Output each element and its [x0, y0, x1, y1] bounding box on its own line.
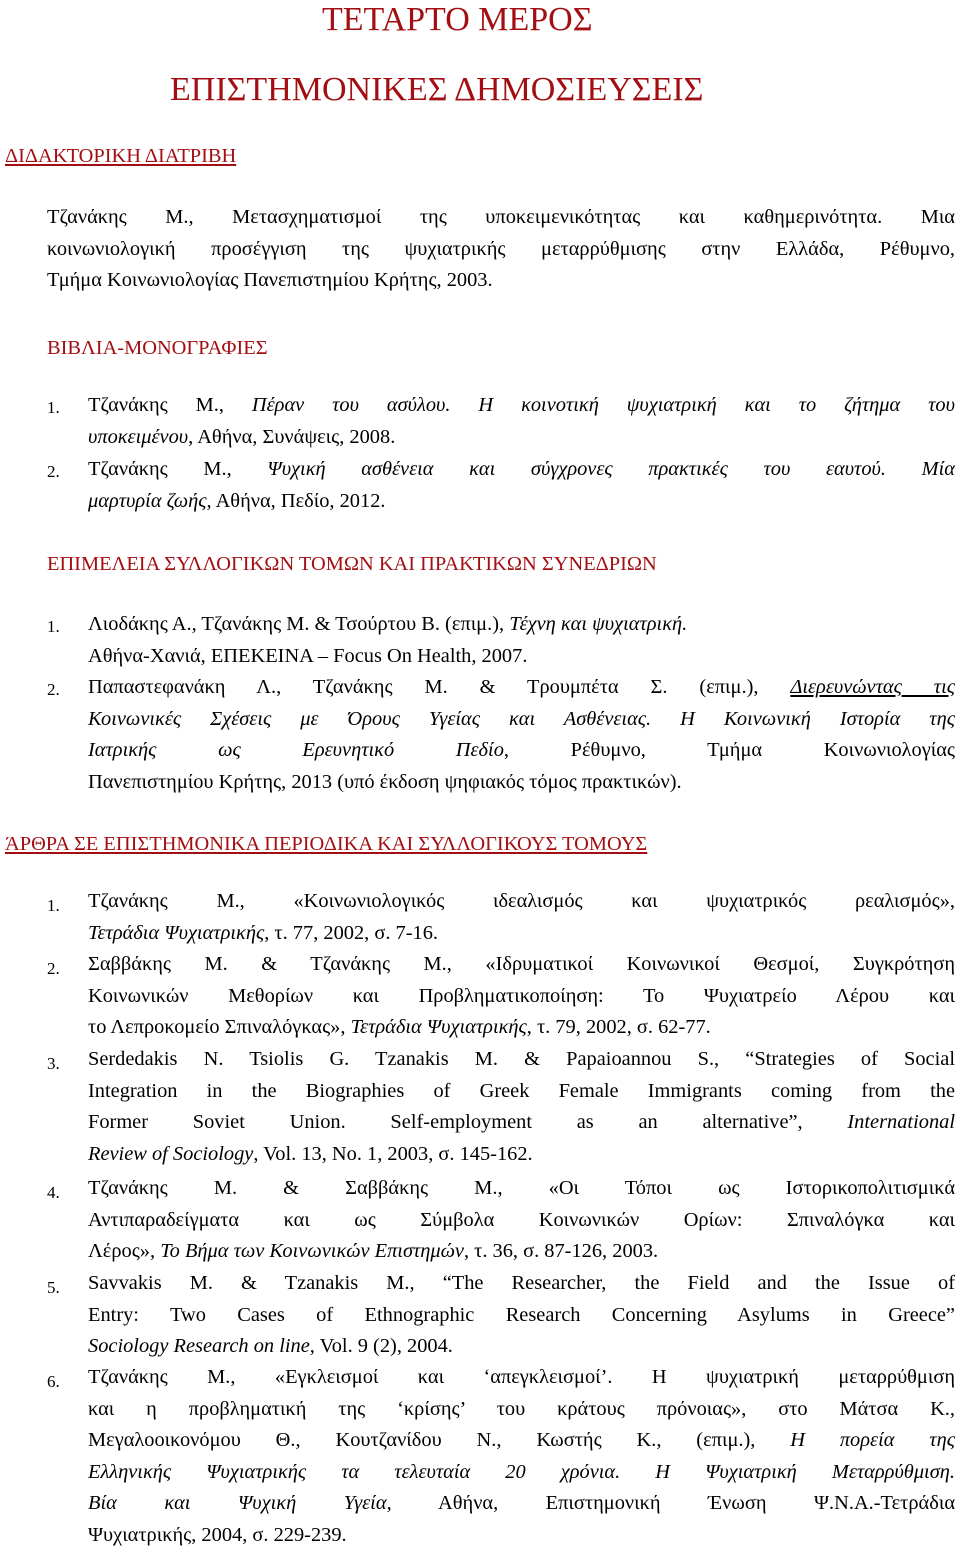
edition-title-cont: Ιατρικής ως Ερευνητικό Πεδίο [88, 739, 504, 761]
book-entry [88, 390, 955, 453]
article-number: 3. [47, 1048, 60, 1080]
article-journal: Sociology Research on line [88, 1335, 310, 1357]
article-journal: Το Βήμα των Κοινωνικών Επιστημών [160, 1240, 464, 1262]
book-author: Τζανάκης Μ., [88, 394, 252, 416]
article-publisher: , Αθήνα, Επιστημονική Ένωση Ψ.Ν.Α.-Τετράδια [387, 1492, 955, 1514]
article-journal: Τετράδια Ψυχιατρικής [351, 1016, 527, 1038]
articles-heading: ΆΡΘΡΑ ΣΕ ΕΠΙΣΤΗΜΟΝΙΚΑ ΠΕΡΙΟΔΙΚΑ ΚΑΙ ΣΥΛΛΟΓΙΚΟΥΣ ΤΟΜΟΥΣ [5, 830, 647, 858]
books-heading: ΒΙΒΛΙΑ-ΜΟΝΟΓΡΑΦΙΕΣ [47, 334, 268, 362]
article-authors-title: Σαββάκης Μ. & Τζανάκης Μ., «Ιδρυματικοί Κοινωνικοί Θεσμοί, Συγκρότηση [88, 953, 955, 975]
article-number: 1. [47, 890, 60, 922]
edition-editors: Παπαστεφανάκη Λ., Τζανάκης Μ. & Τρουμπέτα Σ. (επιμ.), [88, 676, 790, 698]
article-volume: , τ. 79, 2002, σ. 62-77. [527, 1016, 711, 1038]
doctoral-line-1: Τζανάκης Μ., Μετασχηματισμοί της υποκειμενικότητας και καθημερινότητα. Μια [47, 202, 955, 234]
book-entry [88, 454, 955, 517]
article-volume-title-cont: Ελληνικής Ψυχιατρικής τα τελευταία 20 χρόνια. Η Ψυχιατρική Μεταρρύθμιση. [88, 1461, 955, 1483]
book-publisher: , Αθήνα, Συνάψεις, 2008. [188, 426, 395, 448]
doctoral-line-2: κοινωνιολογική προσέγγιση της ψυχιατρικής μεταρρύθμισης στην Ελλάδα, Ρέθυμνο, [47, 234, 955, 266]
article-title-cont: Former Soviet Union. Self-employment as an alternative”, [88, 1111, 847, 1133]
article-editors: Μεγαλοοικονόμου Θ., Κουτζανίδου Ν., Κωστής Κ., (επιμ.), [88, 1429, 790, 1451]
article-number: 6. [47, 1366, 60, 1398]
book-author: Τζανάκης Μ., [88, 458, 267, 480]
edition-title-cont: Κοινωνικές Σχέσεις με Όρους Υγείας και Ασθένειας. Η Κοινωνική Ιστορία της [88, 708, 955, 730]
edition-publisher: Αθήνα-Χανιά, ΕΠΕΚΕΙΝΑ – Focus On Health, 2007. [88, 641, 955, 673]
doctoral-entry [47, 202, 955, 297]
edition-publisher-cont: Πανεπιστημίου Κρήτης, 2013 (υπό έκδοση ψηφιακός τόμος πρακτικών). [88, 767, 955, 799]
book-title-cont: υποκειμένου [88, 426, 188, 448]
article-volume-title-cont: Βία και Ψυχική Υγεία [88, 1492, 387, 1514]
article-title-cont: και η προβληματική της ‘κρίσης’ του κράτους πρόνοιας», στο Μάτσα Κ., [88, 1398, 955, 1420]
book-title: Ψυχική ασθένεια και σύγχρονες πρακτικές του εαυτού. Μία [267, 458, 955, 480]
article-number: 4. [47, 1177, 60, 1209]
article-entry [88, 949, 955, 1044]
article-volume: , τ. 36, σ. 87-126, 2003. [464, 1240, 658, 1262]
edition-title: Διερευνώντας τις [790, 676, 955, 698]
book-title: Πέραν του ασύλου. Η κοινοτική ψυχιατρική και το ζήτημα του [252, 394, 955, 416]
article-title-cont: Κοινωνικών Μεθορίων και Προβληματικοποίηση: Το Ψυχιατρείο Λέρου και [88, 985, 955, 1007]
article-journal: Τετράδια Ψυχιατρικής [88, 922, 264, 944]
article-title-cont: Entry: Two Cases of Ethnographic Research Concerning Asylums in Greece” [88, 1304, 955, 1326]
article-journal-cont: Review of Sociology [88, 1143, 253, 1165]
edition-entry [88, 672, 955, 798]
edition-publisher: , Ρέθυμνο, Τμήμα Κοινωνιολογίας [504, 739, 955, 761]
book-publisher: , Αθήνα, Πεδίο, 2012. [207, 490, 386, 512]
article-entry [88, 1173, 955, 1268]
book-number: 2. [47, 456, 60, 488]
article-authors-title: Τζανάκης Μ., «Εγκλεισμοί και ‘απεγκλεισμοί’. Η ψυχιατρική μεταρρύθμιση [88, 1366, 955, 1388]
article-authors-title: Τζανάκης Μ., «Κοινωνιολογικός ιδεαλισμός και ψυχιατρικός ρεαλισμός», [88, 890, 955, 912]
edition-title: Τέχνη και ψυχιατρική. [509, 613, 687, 635]
edition-editors: Λιοδάκης Α., Τζανάκης Μ. & Τσούρτου Β. (επιμ.), [88, 613, 509, 635]
article-entry [88, 1268, 955, 1363]
article-volume: , τ. 77, 2002, σ. 7-16. [264, 922, 438, 944]
article-volume: , Vol. 9 (2), 2004. [310, 1335, 453, 1357]
article-number: 2. [47, 953, 60, 985]
article-entry [88, 886, 955, 949]
article-title-cont: Integration in the Biographies of Greek Female Immigrants coming from the [88, 1080, 955, 1102]
article-authors-title: Savvakis M. & Tzanakis M., “The Researcher, the Field and the Issue of [88, 1272, 955, 1294]
article-journal: International [847, 1111, 955, 1133]
article-volume: , Vol. 13, No. 1, 2003, σ. 145-162. [253, 1143, 532, 1165]
article-authors-title: Τζανάκης Μ. & Σαββάκης Μ., «Οι Τόποι ως Ιστορικοπολιτισμικά [88, 1177, 955, 1199]
article-title-cont: Αντιπαραδείγματα και ως Σύμβολα Κοινωνικών Ορίων: Σπιναλόγκα και [88, 1209, 955, 1231]
editions-heading: ΕΠΙΜΕΛΕΙΑ ΣΥΛΛΟΓΙΚΩΝ ΤΟΜΩΝ ΚΑΙ ΠΡΑΚΤΙΚΩΝ ΣΥΝΕΔΡΙΩΝ [47, 550, 657, 578]
book-number: 1. [47, 392, 60, 424]
doctoral-line-3: Τμήμα Κοινωνιολογίας Πανεπιστημίου Κρήτης, 2003. [47, 265, 955, 297]
part-title: ΤΕΤΑΡΤΟ ΜΕΡΟΣ [322, 0, 593, 40]
article-number: 5. [47, 1272, 60, 1304]
article-title-cont: Λέρος», [88, 1240, 160, 1262]
article-entry [88, 1362, 955, 1551]
article-authors-title: Serdedakis N. Tsiolis G. Tzanakis M. & Papaioannou S., “Strategies of Social [88, 1048, 955, 1070]
edition-entry [88, 609, 955, 672]
article-title-cont: το Λεπροκομείο Σπιναλόγκας», [88, 1016, 351, 1038]
article-volume-title: Η πορεία της [790, 1429, 955, 1451]
article-entry [88, 1044, 955, 1170]
edition-number: 2. [47, 674, 60, 706]
edition-number: 1. [47, 611, 60, 643]
article-publisher-cont: Ψυχιατρικής, 2004, σ. 229-239. [88, 1520, 955, 1551]
doctoral-heading: ΔΙΔΑΚΤΟΡΙΚΗ ΔΙΑΤΡΙΒΗ [5, 142, 236, 170]
section-title: ΕΠΙΣΤΗΜΟΝΙΚΕΣ ΔΗΜΟΣΙΕΥΣΕΙΣ [170, 70, 703, 110]
book-title-cont: μαρτυρία ζωής [88, 490, 207, 512]
